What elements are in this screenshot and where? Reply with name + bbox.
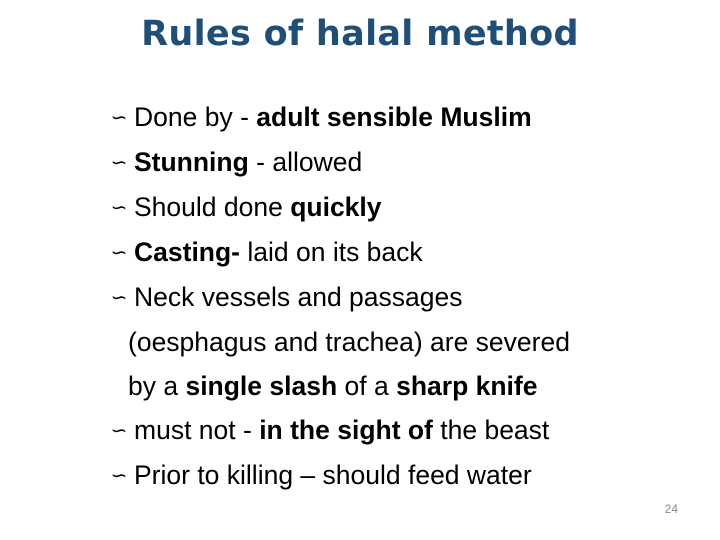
bullet-item-done-by — [104, 95, 704, 140]
bullet-text: - allowed — [248, 147, 363, 177]
bullet-text: Neck vessels and passages — [134, 282, 463, 312]
bullet-text: Prior to killing – should feed water — [134, 460, 532, 490]
bullet-text: by a — [128, 371, 186, 401]
bullet-marker-icon: ∽ — [110, 465, 128, 487]
bullet-text-bold: single slash — [185, 371, 338, 401]
bullet-text-bold: in the sight of — [259, 415, 433, 445]
bullet-text: Should done — [134, 192, 291, 222]
bullet-marker-icon: ∽ — [110, 197, 128, 219]
bullet-marker-icon: ∽ — [110, 242, 128, 264]
slide-title: Rules of halal method — [141, 14, 579, 54]
bullet-text: Done by - — [134, 102, 257, 132]
bullet-marker-icon: ∽ — [110, 152, 128, 174]
bullet-item-sight — [104, 408, 704, 453]
bullet-continuation-line — [104, 364, 704, 408]
bullet-text-bold: adult sensible Muslim — [256, 102, 532, 132]
bullet-item-quickly — [104, 185, 704, 230]
bullet-text: must not - — [134, 415, 260, 445]
bullet-text-bold: quickly — [290, 192, 382, 222]
bullet-list — [104, 95, 704, 498]
bullet-continuation-line: (oesphagus and trachea) are severed — [128, 327, 570, 357]
bullet-item-neck-vessels — [104, 275, 704, 408]
bullet-text: of a — [337, 371, 397, 401]
bullet-marker-icon: ∽ — [110, 420, 128, 442]
bullet-marker-icon: ∽ — [110, 107, 128, 129]
bullet-text-bold: Stunning — [134, 147, 249, 177]
bullet-item-stunning — [104, 140, 704, 185]
bullet-item-water — [104, 453, 704, 498]
bullet-item-casting — [104, 230, 704, 275]
bullet-text: laid on its back — [240, 237, 423, 267]
bullet-text: the beast — [432, 415, 550, 445]
page-number: 24 — [664, 502, 678, 516]
bullet-text-bold: sharp knife — [396, 371, 538, 401]
bullet-marker-icon: ∽ — [110, 287, 128, 309]
bullet-text-bold: Casting- — [134, 237, 240, 267]
